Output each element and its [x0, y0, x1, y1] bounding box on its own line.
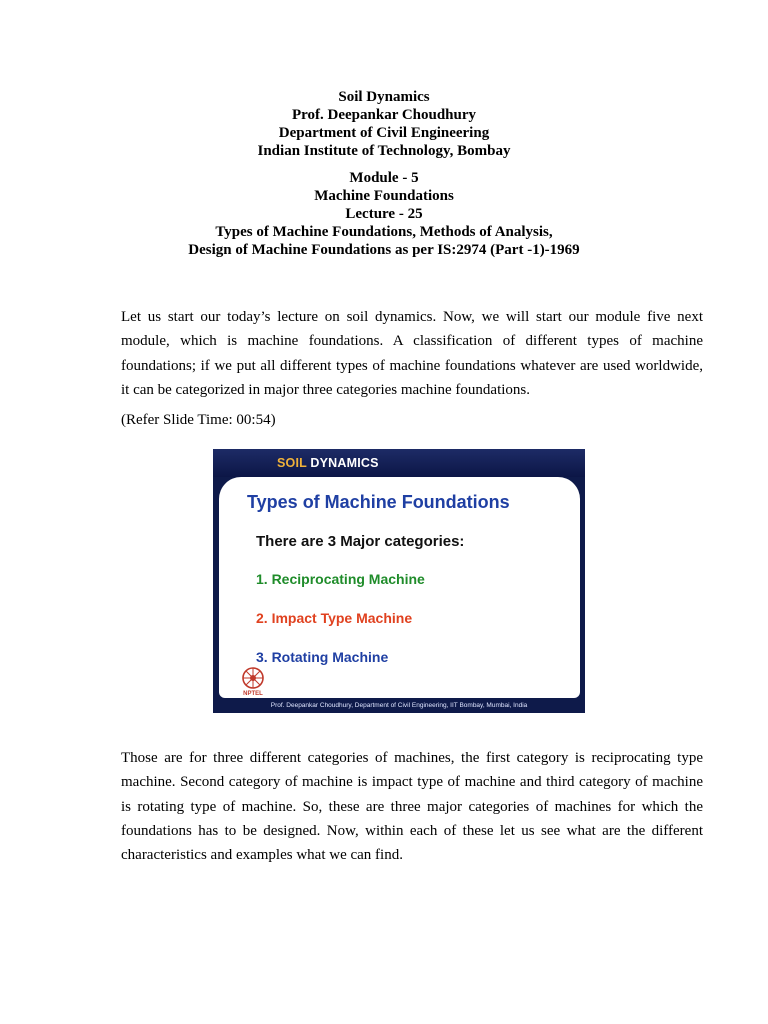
document-header [0, 88, 768, 160]
institute-name: Indian Institute of Technology, Bombay [257, 143, 511, 159]
refer-slide-time: (Refer Slide Time: 00:54) [121, 412, 276, 428]
lecture-header [0, 169, 768, 259]
lecture-title-line-1: Types of Machine Foundations, Methods of Analysis, [215, 224, 553, 240]
slide-item-impact: 2. Impact Type Machine [256, 610, 413, 626]
slide-brand-soil: SOIL [277, 456, 307, 470]
nptel-logo-icon [239, 666, 267, 696]
slide-footer: Prof. Deepankar Choudhury, Department of Civil Engineering, IIT Bombay, Mumbai, India [270, 702, 528, 709]
lecture-slide-image [213, 449, 585, 713]
slide-title: Types of Machine Foundations [247, 492, 510, 512]
explanation-paragraph: Those are for three different categories of machines, the first category is reciprocating type machine. Second category of machine is impact type of machine and third category of machine is rotating type of machine. So, these are three major categories of machines for which the foundations has to be designed. Now, within each of these let us see what are the different characteristics and examples what we can find. [121, 750, 703, 864]
slide-brand-dynamics: DYNAMICS [306, 456, 379, 470]
lecture-number: Lecture - 25 [345, 206, 423, 222]
slide-content-panel [219, 477, 580, 698]
professor-name: Prof. Deepankar Choudhury [291, 107, 477, 123]
slide-subtitle: There are 3 Major categories: [256, 533, 465, 550]
module-title: Machine Foundations [314, 188, 454, 204]
slide-top-bar [213, 449, 585, 477]
department-name: Department of Civil Engineering [278, 125, 490, 141]
slide-item-reciprocating: 1. Reciprocating Machine [256, 571, 425, 587]
slide-brand [277, 456, 379, 470]
course-title: Soil Dynamics [338, 89, 430, 105]
nptel-logo-text: NPTEL [243, 691, 263, 696]
module-number: Module - 5 [349, 170, 419, 186]
slide-item-rotating: 3. Rotating Machine [256, 649, 389, 665]
intro-paragraph: Let us start our today’s lecture on soil dynamics. Now, we will start our module five next module, which is machine foundations. A classification of different types of machine foundations; if we put all different types of machine foundations whatever are used worldwide, it can be categorized in major three categories machine foundations. [121, 309, 703, 398]
lecture-title-line-2: Design of Machine Foundations as per IS:2974 (Part -1)-1969 [188, 242, 580, 258]
